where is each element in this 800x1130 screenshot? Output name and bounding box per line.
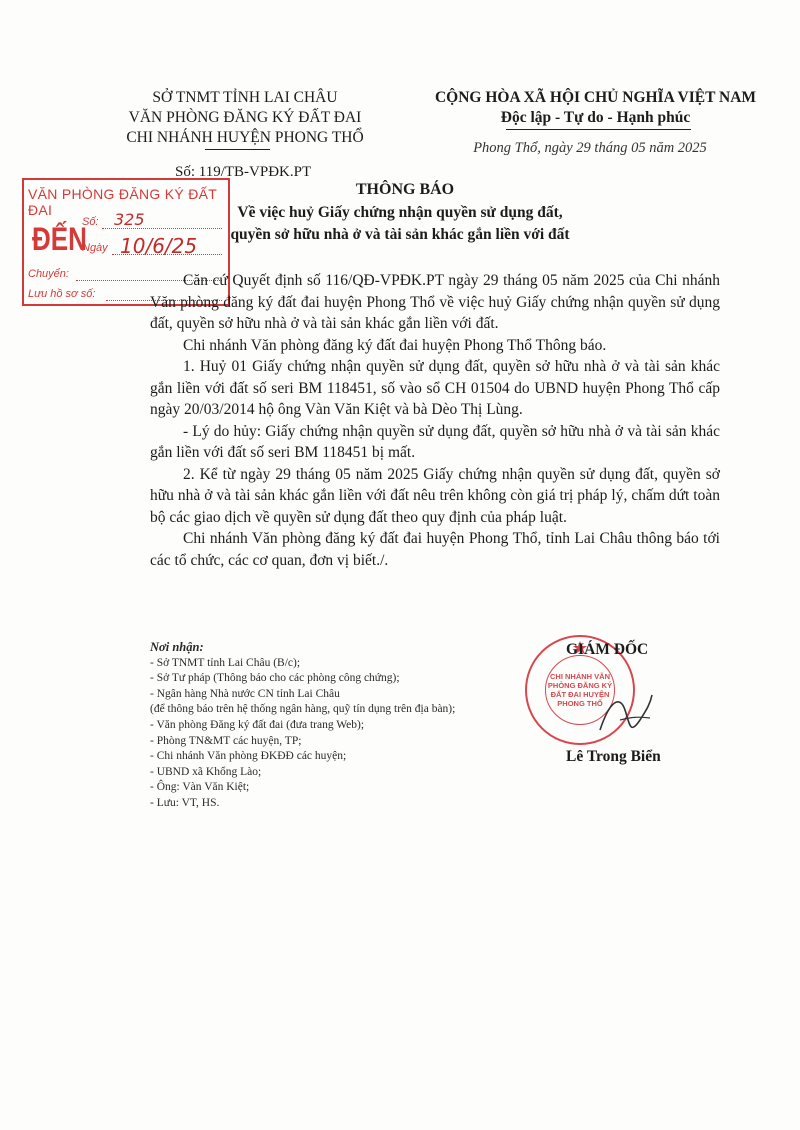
signer-role: GIÁM ĐỐC [566, 641, 649, 658]
recipient-item: - UBND xã Khổng Lào; [150, 765, 262, 778]
stamp-so-label: Số: [82, 216, 99, 228]
stamp-luu-label: Lưu hồ sơ số: [28, 288, 96, 300]
recipient-item: - Chi nhánh Văn phòng ĐKĐĐ các huyện; [150, 750, 347, 763]
document-subtitle [160, 202, 640, 246]
subtitle-line-1: Về việc huỷ Giấy chứng nhận quyền sử dụng đất, [237, 204, 563, 221]
recipient-item: - Sở Tư pháp (Thông báo cho các phòng công chứng); [150, 672, 400, 685]
national-title: CỘNG HÒA XÃ HỘI CHỦ NGHĨA VIỆT NAM [434, 89, 757, 106]
motto-underline [506, 129, 691, 130]
recipients-title: Nơi nhận: [150, 640, 204, 654]
document-title: THÔNG BÁO [355, 181, 455, 198]
recipient-item: - Lưu: VT, HS. [150, 796, 220, 809]
issuer-underline [205, 149, 270, 150]
national-header [398, 88, 793, 128]
issuer-line-3: CHI NHÁNH HUYỆN PHONG THỔ [126, 129, 364, 146]
document-body [150, 270, 720, 571]
issuer-line-2: VĂN PHÒNG ĐĂNG KÝ ĐẤT ĐAI [128, 109, 362, 126]
recipient-item: - Ông: Vàn Văn Kiệt; [150, 781, 250, 794]
paragraph-reason: - Lý do hủy: Giấy chứng nhận quyền sử dụng đất, quyền sở hữu nhà ở và tài sản khác gắn liền với đất số seri BM 118451 bị mất. [150, 422, 720, 461]
stamp-chuyen-label: Chuyển: [28, 268, 69, 280]
stamp-den: ĐẾN [32, 220, 87, 258]
signer-name: Lê Trong Biển [566, 748, 661, 765]
paragraph-announcement: Chi nhánh Văn phòng đăng ký đất đai huyện Phong Thổ Thông báo. [183, 336, 607, 354]
issuer-header [95, 88, 395, 148]
seal-text: CHI NHÁNH VĂN PHÒNG ĐĂNG KÝ ĐẤT ĐAI HUYỆN PHONG THỔ [547, 672, 613, 708]
subtitle-line-2: quyền sở hữu nhà ở và tài sản khác gắn liền với đất [230, 226, 570, 243]
stamp-so-value: 325 [114, 210, 145, 229]
recipient-item: - Sở TNMT tỉnh Lai Châu (B/c); [150, 656, 301, 669]
paragraph-legal-basis: Căn cứ Quyết định số 116/QĐ-VPĐK.PT ngày 29 tháng 05 năm 2025 của Chi nhánh Văn phòng đăng ký đất đai huyện Phong Thổ về việc huỷ Giấy chứng nhận quyền sử dụng đất, quyền sở hữu nhà ở và tài sản khác gắn liền với đất. [150, 272, 720, 332]
handwritten-signature [580, 690, 670, 740]
document-number: Số: 119/TB-VPĐK.PT [175, 164, 312, 180]
stamp-ngay-label: Ngày [82, 242, 108, 254]
paragraph-effective: 2. Kể từ ngày 29 tháng 05 năm 2025 Giấy chứng nhận quyền sử dụng đất, quyền sở hữu nhà ở và tài sản khác gắn liền với đất nêu trên không còn giá trị pháp lý, chấm dứt toàn bộ các giao dịch về quyền sử dụng đất theo quy định của pháp luật. [150, 465, 720, 526]
recipient-item: - Văn phòng Đăng ký đất đai (đưa trang Web); [150, 718, 365, 731]
issuer-line-1: SỞ TNMT TỈNH LAI CHÂU [152, 89, 338, 106]
stamp-title: VĂN PHÒNG ĐĂNG KÝ ĐẤT ĐAI [28, 186, 217, 218]
recipient-item: - Phòng TN&MT các huyện, TP; [150, 734, 302, 747]
national-motto: Độc lập - Tự do - Hạnh phúc [500, 109, 691, 126]
paragraph-closing: Chi nhánh Văn phòng đăng ký đất đai huyện Phong Thổ, tỉnh Lai Châu thông báo tới các tổ chức, các cơ quan, đơn vị biết./. [150, 530, 720, 569]
paragraph-cancel-item: 1. Huỷ 01 Giấy chứng nhận quyền sử dụng đất, quyền sở hữu nhà ở và tài sản khác gắn liền với đất số seri BM 118451, số vào sổ CH 01504 do UBND huyện Phong Thổ cấp ngày 20/03/2014 hộ ông Vàn Văn Kiệt và bà Dèo Thị Lùng. [150, 358, 720, 418]
recipient-item: (để thông báo trên hệ thống ngân hàng, quỹ tín dụng trên địa bàn); [150, 703, 456, 716]
recipients-block [150, 640, 490, 812]
stamp-ngay-value: 10/6/25 [120, 234, 198, 258]
recipient-item: - Ngân hàng Nhà nước CN tỉnh Lai Châu [150, 687, 340, 700]
place-date: Phong Thổ, ngày 29 tháng 05 năm 2025 [473, 140, 707, 156]
